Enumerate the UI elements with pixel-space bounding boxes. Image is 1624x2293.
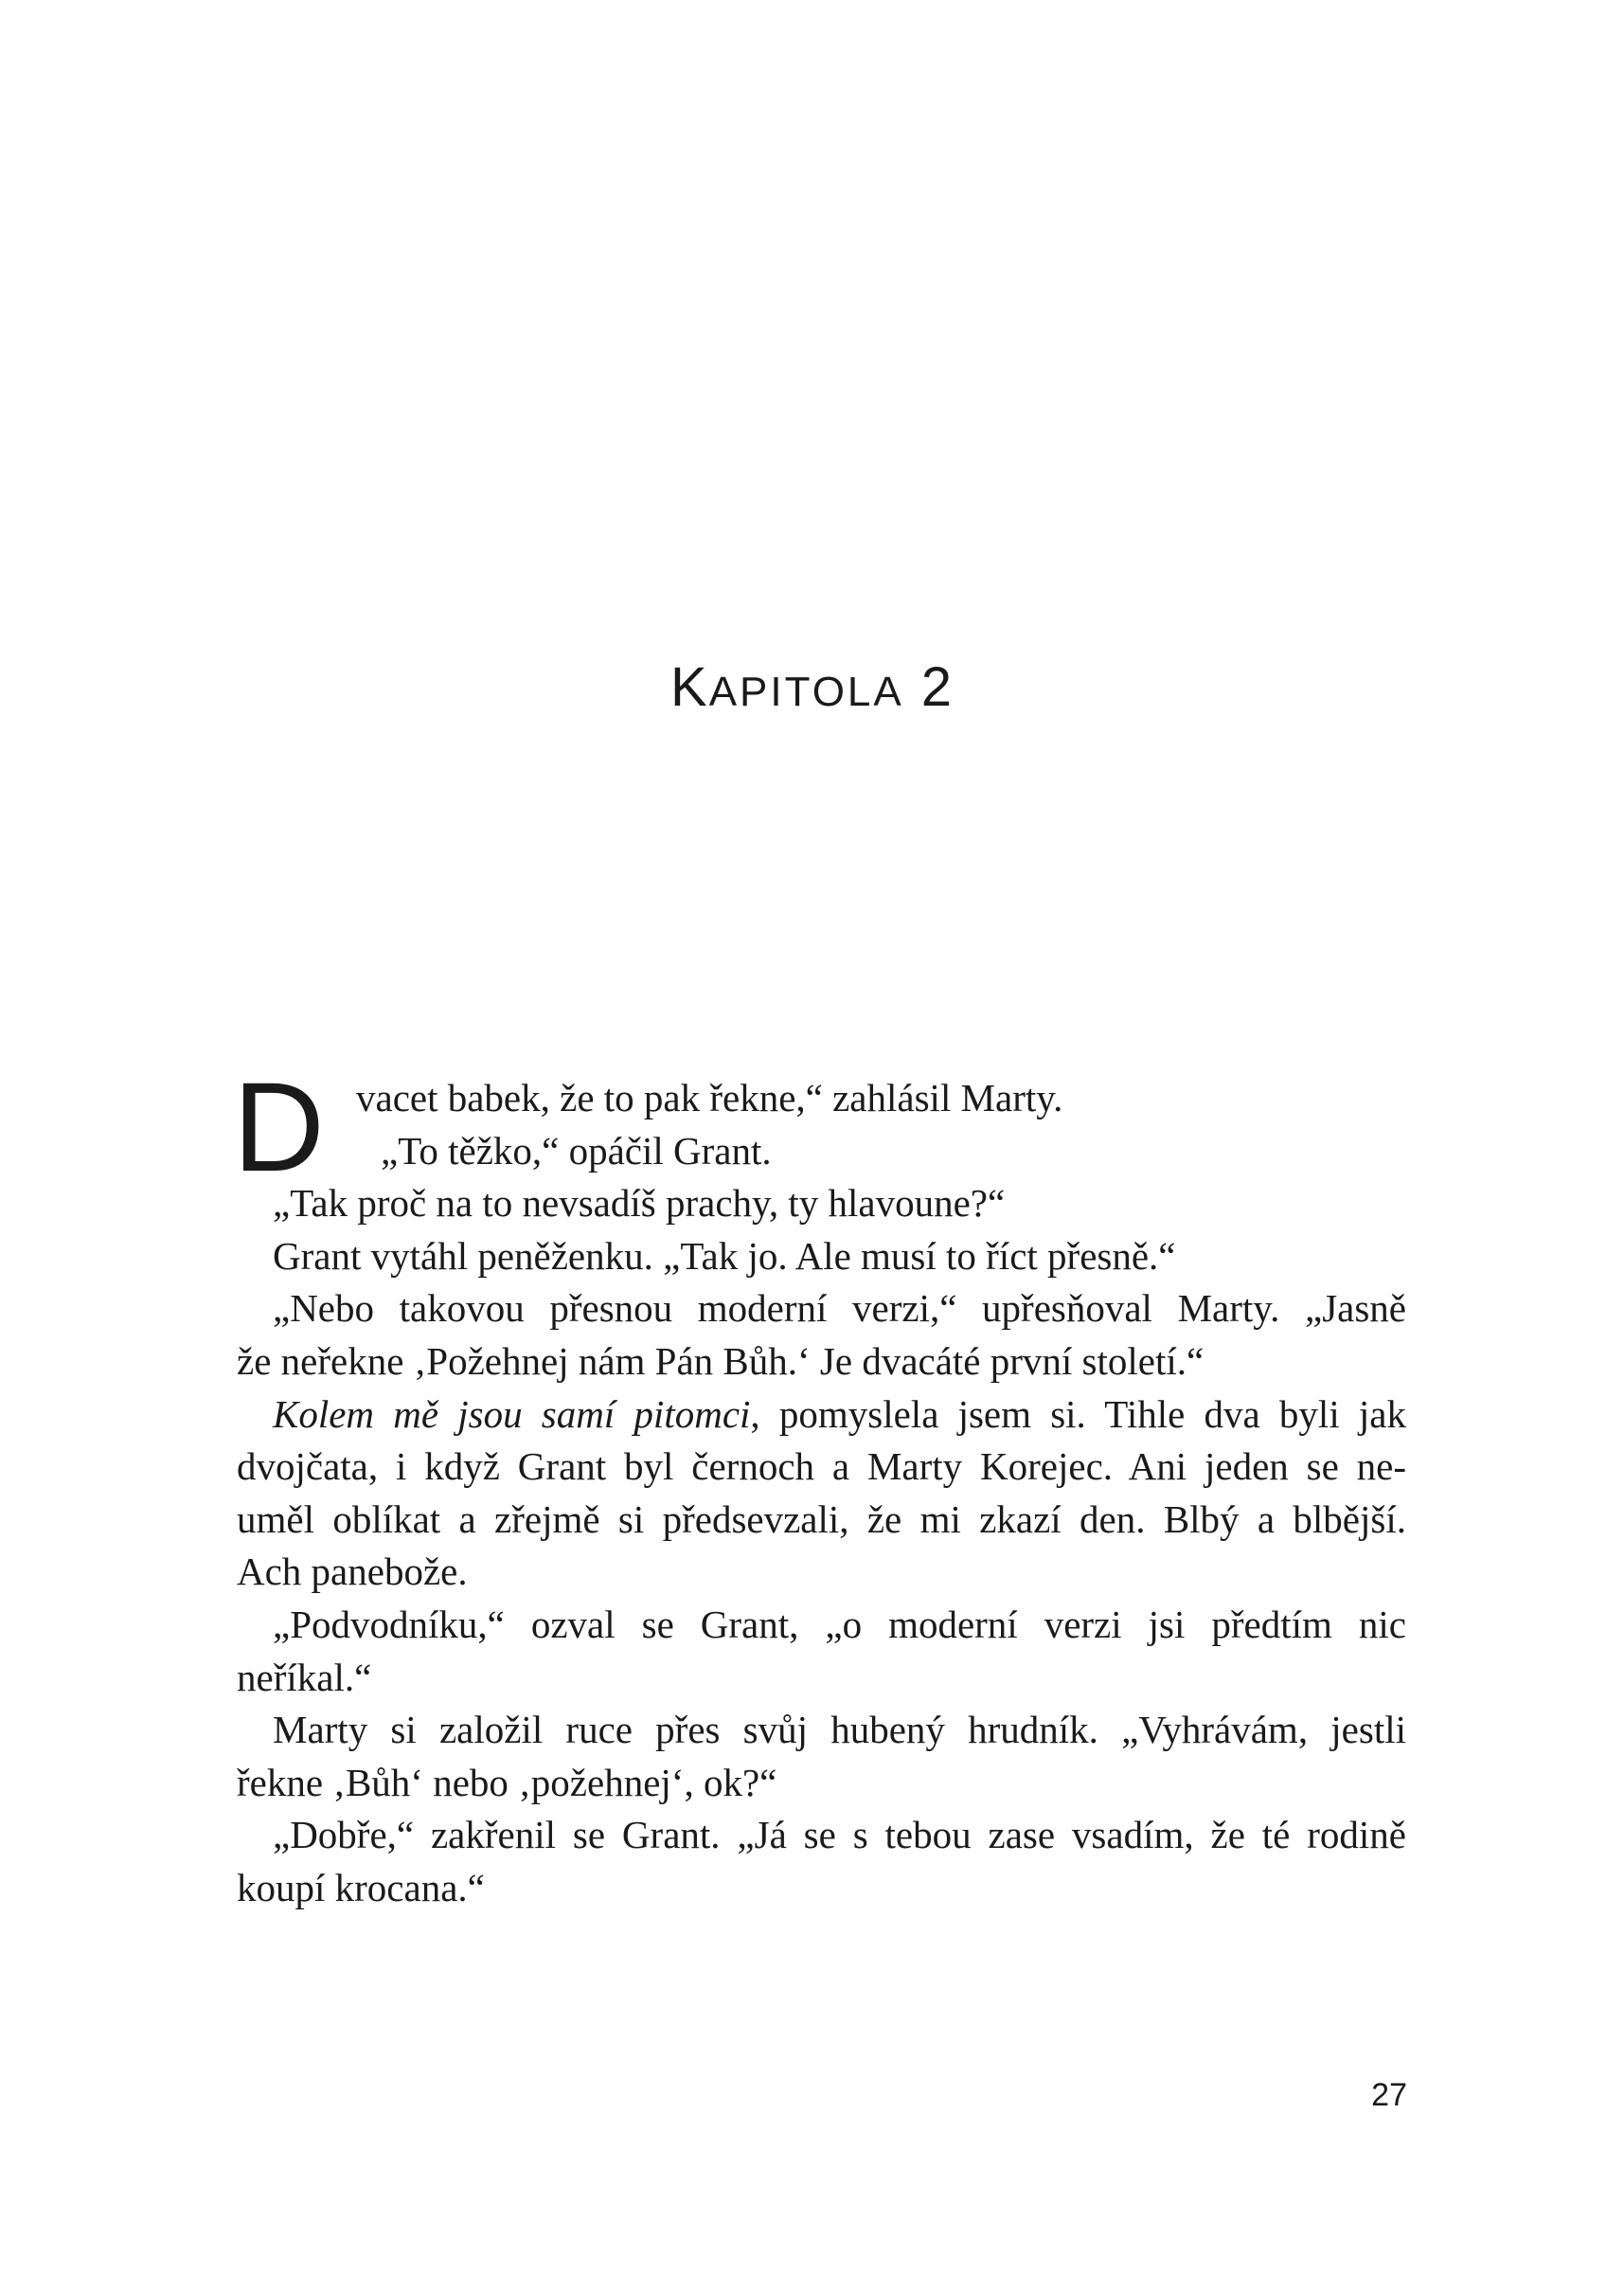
drop-cap: D bbox=[233, 1057, 325, 1198]
text-line: uměl oblíkat a zřejmě si předsevzali, že mi zkazí den. Blbý a blbější. bbox=[237, 1496, 1406, 1541]
page-number: 27 bbox=[1371, 2077, 1407, 2113]
italic-phrase: Kolem mě jsou samí pitomci bbox=[273, 1391, 751, 1436]
body-text bbox=[233, 1057, 1406, 1915]
text-line: „Dobře,“ zakřenil se Grant. „Já se s tebou zase vsadím, že té rodině bbox=[273, 1813, 1406, 1857]
text-fragment: , pomyslela jsem si. Tihle dva byli jak bbox=[750, 1391, 1406, 1436]
text-line: Ach panebože. bbox=[237, 1550, 468, 1594]
text-line: „Podvodníku,“ ozval se Grant, „o moderní verzi jsi předtím nic bbox=[273, 1602, 1406, 1646]
chapter-title-rest: APITOLA bbox=[708, 669, 904, 715]
text-line: řekne ‚Bůh‘ nebo ‚požehnej‘, ok?“ bbox=[237, 1760, 777, 1804]
chapter-number: 2 bbox=[920, 656, 954, 718]
chapter-title-initial: K bbox=[670, 656, 709, 718]
chapter-title bbox=[0, 655, 1624, 719]
text-line: Grant vytáhl peněženku. „Tak jo. Ale musí to říct přesně.“ bbox=[273, 1233, 1176, 1278]
text-line: že neřekne ‚Požehnej nám Pán Bůh.‘ Je dvacáté první století.“ bbox=[237, 1338, 1205, 1383]
text-line: vacet babek, že to pak řekne,“ zahlásil Marty. bbox=[356, 1076, 1063, 1120]
text-line: „Tak proč na to nevsadíš prachy, ty hlavoune?“ bbox=[273, 1181, 1006, 1226]
text-line: „To těžko,“ opáčil Grant. bbox=[381, 1128, 772, 1173]
text-line bbox=[237, 1388, 1406, 1442]
text-line: „Nebo takovou přesnou moderní verzi,“ upřesňoval Marty. „Jasně bbox=[273, 1286, 1406, 1331]
text-line: neříkal.“ bbox=[237, 1655, 372, 1699]
text-line: dvojčata, i když Grant byl černoch a Marty Korejec. Ani jeden se ne- bbox=[237, 1444, 1406, 1489]
text-line: koupí krocana.“ bbox=[237, 1865, 485, 1909]
text-line: Marty si založil ruce přes svůj hubený hrudník. „Vyhrávám, jestli bbox=[273, 1708, 1406, 1752]
